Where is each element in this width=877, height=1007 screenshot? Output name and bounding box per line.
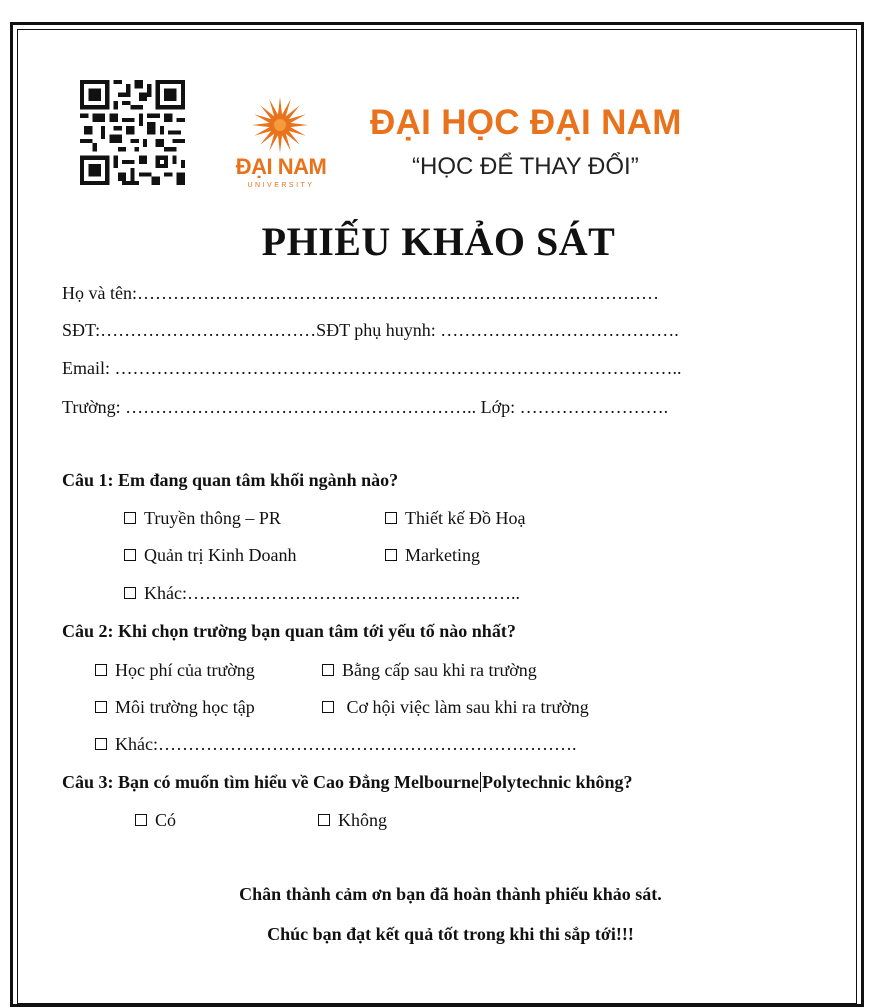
option-label: Học phí của trường [115,660,255,680]
option-label: Marketing [405,545,480,565]
university-logo-sun-icon [250,95,310,155]
checkbox[interactable] [385,549,397,561]
checkbox[interactable] [318,814,330,826]
q3-option-no[interactable] [318,810,387,831]
q3-option-yes[interactable] [135,810,176,831]
phone-field[interactable]: SĐT:………………………………SĐT phụ huynh: …………………………………. [62,320,679,340]
school-field[interactable]: Trường: ………………………………………………….. Lớp: ……………………. [62,397,669,417]
logo-wordmark: ĐẠI NAM [235,154,327,179]
closing-wishes: Chúc bạn đạt kết quả tốt trong khi thi sắp tới!!! [267,924,634,944]
checkbox[interactable] [124,512,136,524]
name-field[interactable]: Họ và tên:…………………………………………………………………………… [62,283,659,303]
question-1: Câu 1: Em đang quan tâm khối ngành nào? [62,470,399,490]
q1-option-marketing[interactable] [385,545,480,566]
checkbox[interactable] [135,814,147,826]
q2-option-degree[interactable] [322,660,537,681]
text-cursor [480,772,481,792]
email-field[interactable]: Email: ………………………………………………………………………………….. [62,358,682,378]
q2-option-environment[interactable] [95,697,255,718]
checkbox[interactable] [95,738,107,750]
checkbox[interactable] [95,701,107,713]
university-name: ĐẠI HỌC ĐẠI NAM [370,103,682,142]
option-label: Bằng cấp sau khi ra trường [342,660,537,680]
q2-option-career[interactable] [322,697,589,718]
checkbox[interactable] [124,587,136,599]
option-label: Có [155,810,177,830]
qr-code-icon [80,80,185,185]
q1-option-pr[interactable] [124,508,281,529]
closing-thanks: Chân thành cảm ơn bạn đã hoàn thành phiếu khảo sát. [239,884,662,904]
university-slogan: “HỌC ĐỂ THAY ĐỔI” [412,153,639,180]
question-2: Câu 2: Khi chọn trường bạn quan tâm tới yếu tố nào nhất? [62,621,516,641]
q2-option-tuition[interactable] [95,660,255,681]
question-3-text-a: Câu 3: Bạn có muốn tìm hiểu về Cao Đẳng Melbourne [62,772,480,792]
q1-option-graphic-design[interactable] [385,508,525,529]
checkbox[interactable] [385,512,397,524]
q1-option-other[interactable] [124,583,520,604]
q1-option-business[interactable] [124,545,296,566]
option-label: Khác:……………………………………………….. [144,583,520,603]
option-label: Quản trị Kinh Doanh [144,545,297,565]
option-label: Thiết kế Đồ Hoạ [405,508,526,528]
option-label: Không [338,810,387,830]
question-3-text-b: Polytechnic không? [482,772,633,792]
option-label: Môi trường học tập [115,697,255,717]
option-label: Cơ hội việc làm sau khi ra trường [342,697,589,717]
option-label: Truyền thông – PR [144,508,281,528]
logo-subtitle: UNIVERSITY [247,182,315,189]
checkbox[interactable] [322,701,334,713]
checkbox[interactable] [95,664,107,676]
question-3 [62,772,633,793]
checkbox[interactable] [322,664,334,676]
option-label: Khác:……………………………………………………………. [115,734,577,754]
checkbox[interactable] [124,549,136,561]
page-title: PHIẾU KHẢO SÁT [261,219,616,264]
q2-option-other[interactable] [95,734,576,755]
